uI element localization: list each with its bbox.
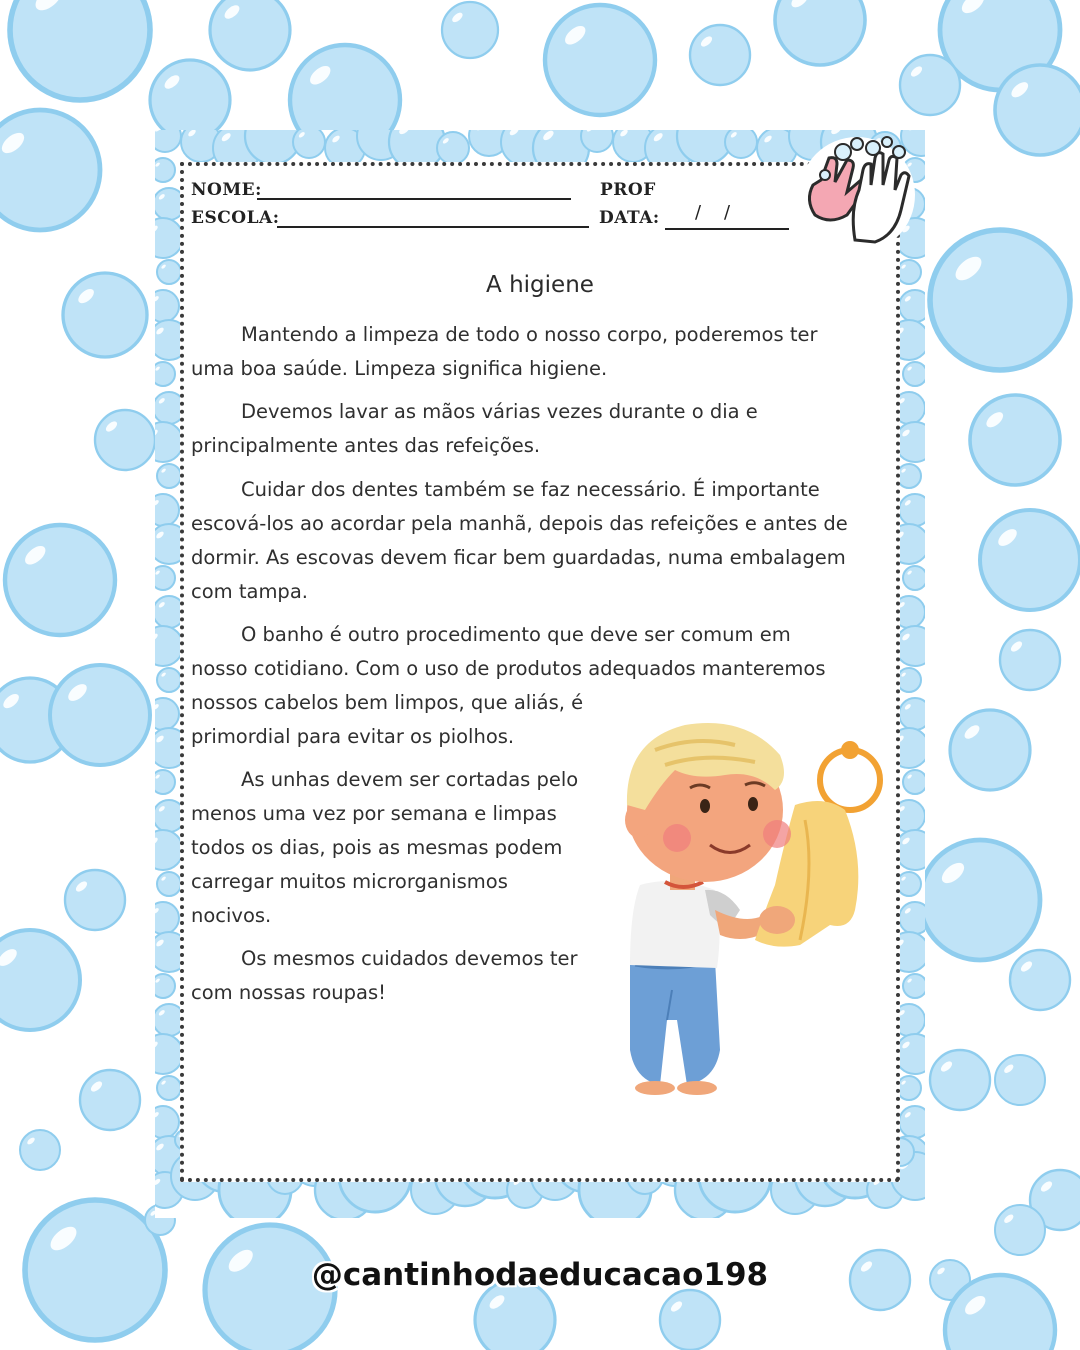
paragraph-line: nosso cotidiano. Com o uso de produtos adequados manteremos — [191, 657, 826, 680]
bubble-decoration — [1000, 630, 1060, 690]
bubble-decoration — [930, 1050, 990, 1110]
bubble-decoration — [155, 1106, 179, 1138]
paragraph-line: primordial para evitar os piolhos. — [191, 725, 515, 748]
bubble-decoration — [1010, 950, 1070, 1010]
paragraph-line: todos os dias, pois as mesmas podem — [191, 836, 563, 859]
bubble-decoration — [970, 395, 1060, 485]
date-slashes: / / — [695, 202, 731, 223]
paragraph-line: com nossas roupas! — [191, 981, 386, 1004]
hand-washing-icon — [795, 130, 925, 255]
bubble-decoration — [995, 65, 1080, 155]
bubble-decoration — [660, 1290, 720, 1350]
paragraph-3 — [191, 473, 848, 609]
paragraph-line: O banho é outro procedimento que deve ser comum em — [241, 623, 791, 646]
bubble-decoration — [155, 494, 179, 526]
paragraph-line: carregar muitos microrganismos — [191, 870, 508, 893]
bubble-decoration — [157, 872, 181, 896]
bubble-decoration — [155, 158, 175, 182]
bubble-decoration — [155, 770, 175, 794]
paragraph-line: nocivos. — [191, 904, 272, 927]
bubble-decoration — [897, 464, 921, 488]
bubble-decoration — [899, 1106, 925, 1138]
bubble-decoration — [155, 218, 183, 258]
bubble-decoration — [155, 830, 183, 870]
bubble-decoration — [995, 1055, 1045, 1105]
boy-with-towel-illustration — [615, 710, 895, 1100]
bubble-decoration — [903, 974, 925, 998]
bubble-decoration — [442, 2, 498, 58]
bubble-decoration — [897, 872, 921, 896]
bubble-decoration — [920, 840, 1040, 960]
bubble-decoration — [293, 130, 325, 158]
bubble-decoration — [897, 1076, 921, 1100]
bubble-decoration — [725, 130, 757, 158]
bubble-decoration — [581, 130, 613, 152]
paragraph-line: Devemos lavar as mãos várias vezes durante o dia e — [241, 400, 758, 423]
bubble-decoration — [155, 422, 183, 462]
bubble-decoration — [10, 0, 150, 100]
nome-label: NOME: — [191, 180, 262, 200]
bubble-decoration — [900, 55, 960, 115]
bubble-decoration — [95, 410, 155, 470]
bubble-decoration — [155, 698, 179, 730]
paragraph-1 — [191, 318, 818, 386]
bubble-decoration — [775, 0, 865, 65]
bubble-decoration — [210, 0, 290, 70]
text-title: A higiene — [486, 272, 594, 298]
bubble-decoration — [903, 362, 925, 386]
bubble-decoration — [5, 525, 115, 635]
paragraph-line: uma boa saúde. Limpeza significa higiene. — [191, 357, 608, 380]
bubble-decoration — [903, 770, 925, 794]
bubble-decoration — [155, 974, 175, 998]
paragraph-5 — [191, 763, 578, 933]
paragraph-line: As unhas devem ser cortadas pelo — [241, 768, 579, 791]
bubble-decoration — [155, 902, 179, 934]
paragraph-line: Cuidar dos dentes também se faz necessário. É importante — [241, 478, 820, 501]
worksheet — [155, 130, 925, 1218]
bubble-decoration — [157, 1076, 181, 1100]
data-label: DATA: — [599, 208, 660, 228]
bubble-decoration — [930, 230, 1070, 370]
paragraph-line: principalmente antes das refeições. — [191, 434, 541, 457]
bubble-decoration — [155, 566, 175, 590]
paragraph-2 — [191, 395, 758, 463]
bubble-decoration — [903, 566, 925, 590]
bubble-decoration — [980, 510, 1080, 610]
paragraph-line: Os mesmos cuidados devemos ter — [241, 947, 578, 970]
bubble-decoration — [897, 668, 921, 692]
bubble-decoration — [157, 668, 181, 692]
bubble-decoration — [155, 130, 181, 152]
bubble-decoration — [899, 698, 925, 730]
paragraph-line: nossos cabelos bem limpos, que aliás, é — [191, 691, 584, 714]
bubble-decoration — [150, 60, 230, 140]
bubble-decoration — [0, 930, 80, 1030]
bubble-decoration — [157, 464, 181, 488]
instagram-handle: @cantinhodaeducacao198 — [311, 1257, 769, 1293]
bubble-decoration — [437, 132, 469, 164]
paragraph-6 — [191, 942, 578, 1010]
bubble-decoration — [899, 494, 925, 526]
escola-field[interactable] — [277, 226, 589, 228]
bubble-decoration — [155, 626, 183, 666]
bubble-decoration — [0, 110, 100, 230]
bubble-decoration — [20, 1130, 60, 1170]
paragraph-line: com tampa. — [191, 580, 308, 603]
paragraph-line: Mantendo a limpeza de todo o nosso corpo, poderemos ter — [241, 323, 818, 346]
paragraph-line: dormir. As escovas devem ficar bem guardadas, numa embalagem — [191, 546, 846, 569]
bubble-decoration — [155, 362, 175, 386]
paragraph-line: menos uma vez por semana e limpas — [191, 802, 557, 825]
bubble-decoration — [690, 25, 750, 85]
bubble-decoration — [545, 5, 655, 115]
bubble-decoration — [65, 870, 125, 930]
bubble-decoration — [155, 1034, 183, 1074]
data-field[interactable] — [665, 228, 789, 230]
nome-field[interactable] — [257, 198, 571, 200]
prof-label: PROF — [600, 180, 656, 200]
escola-label: ESCOLA: — [191, 208, 280, 228]
paragraph-line: escová-los ao acordar pela manhã, depois das refeições e antes de — [191, 512, 848, 535]
bubble-decoration — [80, 1070, 140, 1130]
bubble-decoration — [899, 902, 925, 934]
bubble-decoration — [950, 710, 1030, 790]
bubble-decoration — [995, 1205, 1045, 1255]
bubble-decoration — [63, 273, 147, 357]
bubble-decoration — [50, 665, 150, 765]
